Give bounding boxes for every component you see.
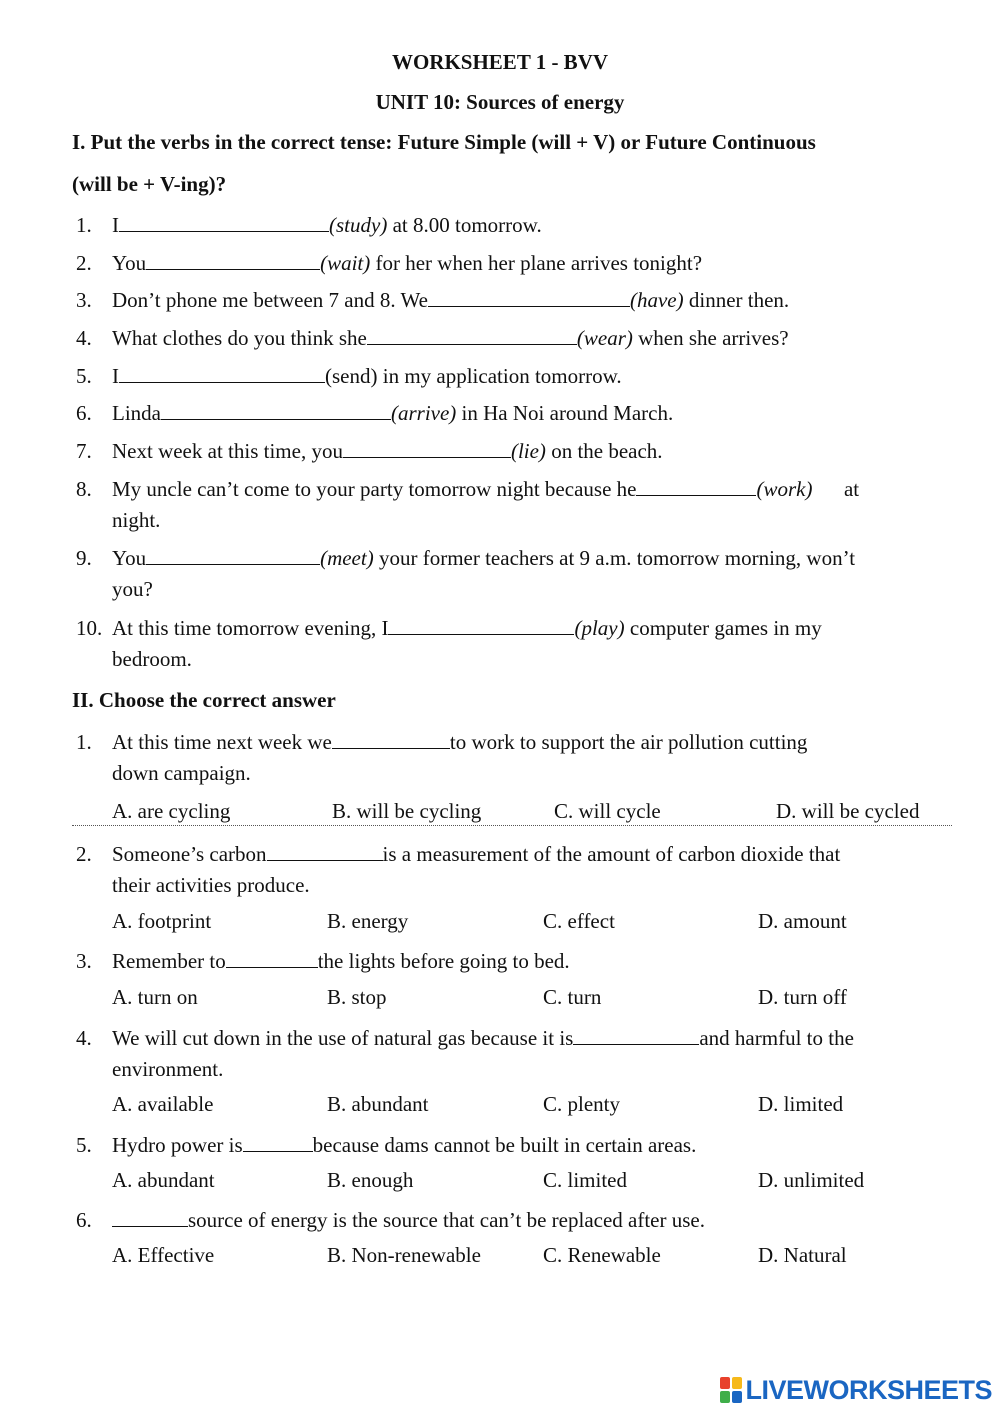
answer-blank[interactable] (573, 1026, 699, 1045)
mc-question-1 (76, 727, 946, 791)
option-d[interactable]: D. unlimited (758, 1168, 865, 1192)
option-b[interactable]: B. enough (327, 1168, 414, 1192)
verb-hint: (lie) (510, 439, 546, 463)
question-text: source of energy is the source that can’t be replaced after use. (188, 1208, 705, 1232)
question-text: My uncle can’t come to your party tomorrow night because he (112, 477, 637, 501)
option-c[interactable]: C. turn (543, 985, 602, 1009)
question-text: when she arrives? (632, 326, 789, 350)
question-text: at (812, 477, 860, 501)
section1-heading-line1: I. Put the verbs in the correct tense: Future Simple (will + V) or Future Continuous (72, 130, 816, 154)
verb-hint: (have) (629, 288, 684, 312)
option-c[interactable]: C. plenty (543, 1092, 620, 1116)
question-number: 9. (76, 546, 92, 570)
verb-hint: (study) (329, 213, 388, 237)
question-text: I (112, 364, 119, 388)
option-a[interactable]: A. are cycling (112, 799, 231, 823)
question-10 (76, 613, 946, 677)
question-9 (76, 543, 946, 607)
option-a[interactable]: A. Effective (112, 1243, 215, 1267)
question-text: What clothes do you think she (112, 326, 367, 350)
question-number: 8. (76, 477, 92, 501)
option-b[interactable]: B. energy (327, 909, 409, 933)
question-text: I (112, 213, 119, 237)
answer-blank[interactable] (388, 616, 574, 635)
verb-hint: (work) (756, 477, 813, 501)
question-text: computer games in my (624, 616, 822, 640)
question-text: on the beach. (545, 439, 663, 463)
question-number: 7. (76, 439, 92, 463)
question-text: at 8.00 tomorrow. (387, 213, 542, 237)
mc-options-6 (112, 1243, 952, 1273)
answer-blank[interactable] (146, 251, 320, 270)
option-d[interactable]: D. limited (758, 1092, 844, 1116)
question-number: 2. (76, 251, 92, 275)
answer-blank[interactable] (243, 1133, 313, 1152)
answer-blank[interactable] (146, 546, 320, 565)
answer-blank[interactable] (161, 401, 391, 420)
divider (72, 825, 952, 826)
section2-heading: II. Choose the correct answer (72, 688, 336, 712)
question-text: dinner then. (683, 288, 790, 312)
liveworksheets-logo-icon (720, 1377, 742, 1403)
option-c[interactable]: C. Renewable (543, 1243, 661, 1267)
question-text: Don’t phone me between 7 and 8. We (112, 288, 428, 312)
mc-question-2 (76, 839, 946, 903)
option-d[interactable]: D. Natural (758, 1243, 847, 1267)
question-text-continued: environment. (112, 1057, 224, 1081)
question-text-continued: night. (112, 508, 161, 532)
question-text: At this time tomorrow evening, I (112, 616, 389, 640)
question-text: to work to support the air pollution cutting (449, 730, 808, 754)
question-number: 10. (76, 616, 103, 640)
option-b[interactable]: B. Non-renewable (327, 1243, 481, 1267)
option-c[interactable]: C. limited (543, 1168, 627, 1192)
answer-blank[interactable] (636, 477, 756, 496)
verb-hint: (arrive) (390, 401, 457, 425)
question-text-continued: bedroom. (112, 647, 192, 671)
option-c[interactable]: C. effect (543, 909, 615, 933)
option-d[interactable]: D. amount (758, 909, 847, 933)
mc-options-2 (112, 909, 952, 939)
question-text: At this time next week we (112, 730, 332, 754)
mc-options-4 (112, 1092, 952, 1122)
question-number: 5. (76, 364, 92, 388)
question-8 (76, 474, 946, 538)
verb-hint: (wear) (576, 326, 633, 350)
question-number: 4. (76, 326, 92, 350)
mc-options-3 (112, 985, 952, 1015)
question-text: in my application tomorrow. (377, 364, 622, 388)
question-number: 3. (76, 288, 92, 312)
question-number: 6. (76, 1208, 92, 1232)
question-text: Linda (112, 401, 161, 425)
answer-blank[interactable] (112, 1208, 188, 1227)
question-text-continued: down campaign. (112, 761, 251, 785)
question-number: 1. (76, 213, 92, 237)
question-text: Remember to (112, 949, 226, 973)
question-text-continued: their activities produce. (112, 873, 310, 897)
question-number: 4. (76, 1026, 92, 1050)
question-text: Someone’s carbon (112, 842, 267, 866)
question-text: and harmful to the (699, 1026, 854, 1050)
question-number: 1. (76, 730, 92, 754)
answer-blank[interactable] (226, 949, 318, 968)
question-number: 5. (76, 1133, 92, 1157)
question-text: You (112, 251, 147, 275)
option-a[interactable]: A. available (112, 1092, 214, 1116)
worksheet-title: WORKSHEET 1 - BVV (391, 50, 609, 74)
question-text: the lights before going to bed. (317, 949, 570, 973)
option-b[interactable]: B. stop (327, 985, 387, 1009)
verb-hint: (send) (325, 364, 378, 388)
section1-heading-line2: (will be + V-ing)? (72, 172, 227, 196)
question-text: Hydro power is (112, 1133, 243, 1157)
mc-options-5 (112, 1168, 952, 1198)
answer-blank[interactable] (332, 730, 450, 749)
question-text: You (112, 546, 147, 570)
question-number: 2. (76, 842, 92, 866)
answer-blank[interactable] (119, 213, 329, 232)
question-number: 3. (76, 949, 92, 973)
option-a[interactable]: A. footprint (112, 909, 212, 933)
answer-blank[interactable] (119, 364, 325, 383)
liveworksheets-logo[interactable] (720, 1373, 992, 1407)
question-number: 6. (76, 401, 92, 425)
option-a[interactable]: A. turn on (112, 985, 198, 1009)
mc-question-4 (76, 1023, 946, 1087)
option-a[interactable]: A. abundant (112, 1168, 215, 1192)
question-text: in Ha Noi around March. (456, 401, 674, 425)
verb-hint: (wait) (320, 251, 371, 275)
logo-text: LIVEWORKSHEETS (745, 1374, 992, 1405)
answer-blank[interactable] (428, 288, 630, 307)
question-text: your former teachers at 9 a.m. tomorrow morning, won’t (373, 546, 856, 570)
question-text: is a measurement of the amount of carbon dioxide that (382, 842, 841, 866)
unit-title: UNIT 10: Sources of energy (375, 90, 625, 114)
verb-hint: (play) (574, 616, 625, 640)
option-d[interactable]: D. turn off (758, 985, 847, 1009)
answer-blank[interactable] (343, 439, 511, 458)
question-text: Next week at this time, you (112, 439, 343, 463)
answer-blank[interactable] (367, 326, 577, 345)
verb-hint: (meet) (320, 546, 374, 570)
option-b[interactable]: B. abundant (327, 1092, 429, 1116)
option-b[interactable]: B. will be cycling (332, 799, 482, 823)
question-text: for her when her plane arrives tonight? (370, 251, 703, 275)
option-c[interactable]: C. will cycle (554, 799, 661, 823)
question-text: because dams cannot be built in certain areas. (312, 1133, 697, 1157)
question-text: We will cut down in the use of natural gas because it is (112, 1026, 574, 1050)
option-d[interactable]: D. will be cycled (776, 799, 920, 823)
answer-blank[interactable] (267, 842, 383, 861)
question-text-continued: you? (112, 577, 153, 601)
